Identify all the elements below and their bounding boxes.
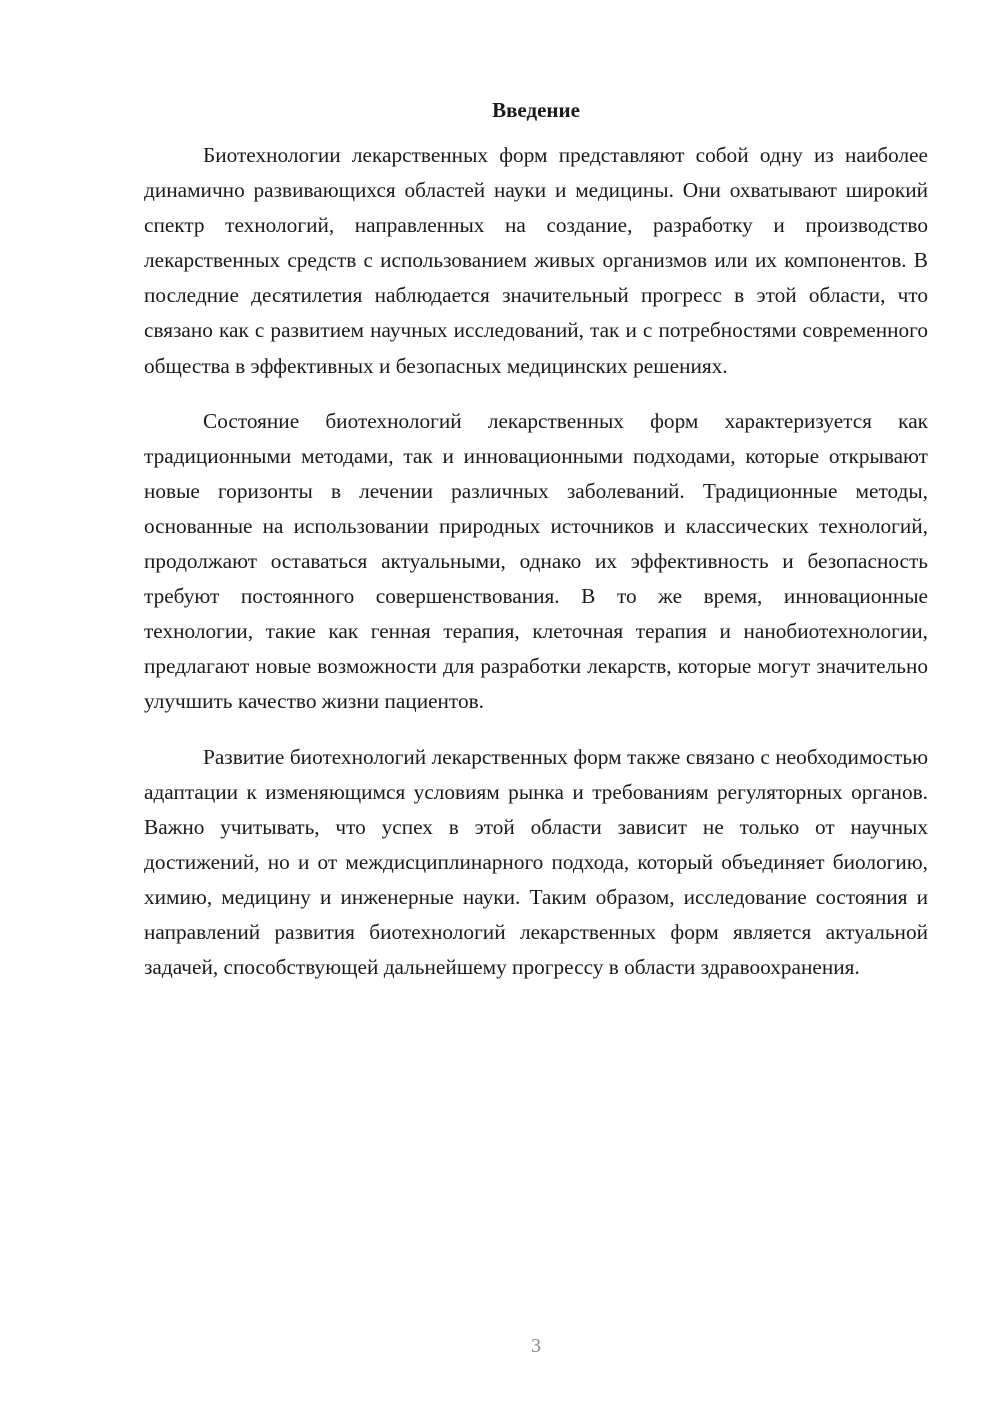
paragraph-3: Развитие биотехнологий лекарственных форм также связано с необходимостью адаптации к изменяющимся условиям рынка и требованиям регуляторных органов. Важно учитывать, что успех в этой области зависит не только от научных достижений, но и от междисциплинарного подхода, который объединяет биологию, химию, медицину и инженерные науки. Таким образом, исследование состояния и направлений развития биотехнологий лекарственных форм является актуальной задачей, способствующей дальнейшему прогрессу в области здравоохранения. bbox=[144, 744, 928, 980]
paragraph-1: Биотехнологии лекарственных форм представляют собой одну из наиболее динамично развивающихся областей науки и медицины. Они охватывают широкий спектр технологий, направленных на создание, разработку и производство лекарственных средств с использованием живых организмов или их компонентов. В последние десятилетия наблюдается значительный прогресс в этой области, что связано как с развитием научных исследований, так и с потребностями современного общества в эффективных и безопасных медицинских решениях. bbox=[144, 143, 928, 378]
page-number: 3 bbox=[531, 1335, 541, 1357]
paragraph-2: Состояние биотехнологий лекарственных форм характеризуется как традиционными методами, так и инновационными подходами, которые открывают новые горизонты в лечении различных заболеваний. Традиционные методы, основанные на использовании природных источников и классических технологий, продолжают оставаться актуальными, однако их эффективность и безопасность требуют постоянного совершенствования. В то же время, инновационные технологии, такие как генная терапия, клеточная терапия и нанобиотехнологии, предлагают новые возможности для разработки лекарств, которые могут значительно улучшить качество жизни пациентов. bbox=[144, 408, 928, 714]
page-number-footer bbox=[0, 1332, 1000, 1360]
page-content bbox=[144, 94, 928, 1005]
section-heading: Введение bbox=[492, 98, 580, 122]
